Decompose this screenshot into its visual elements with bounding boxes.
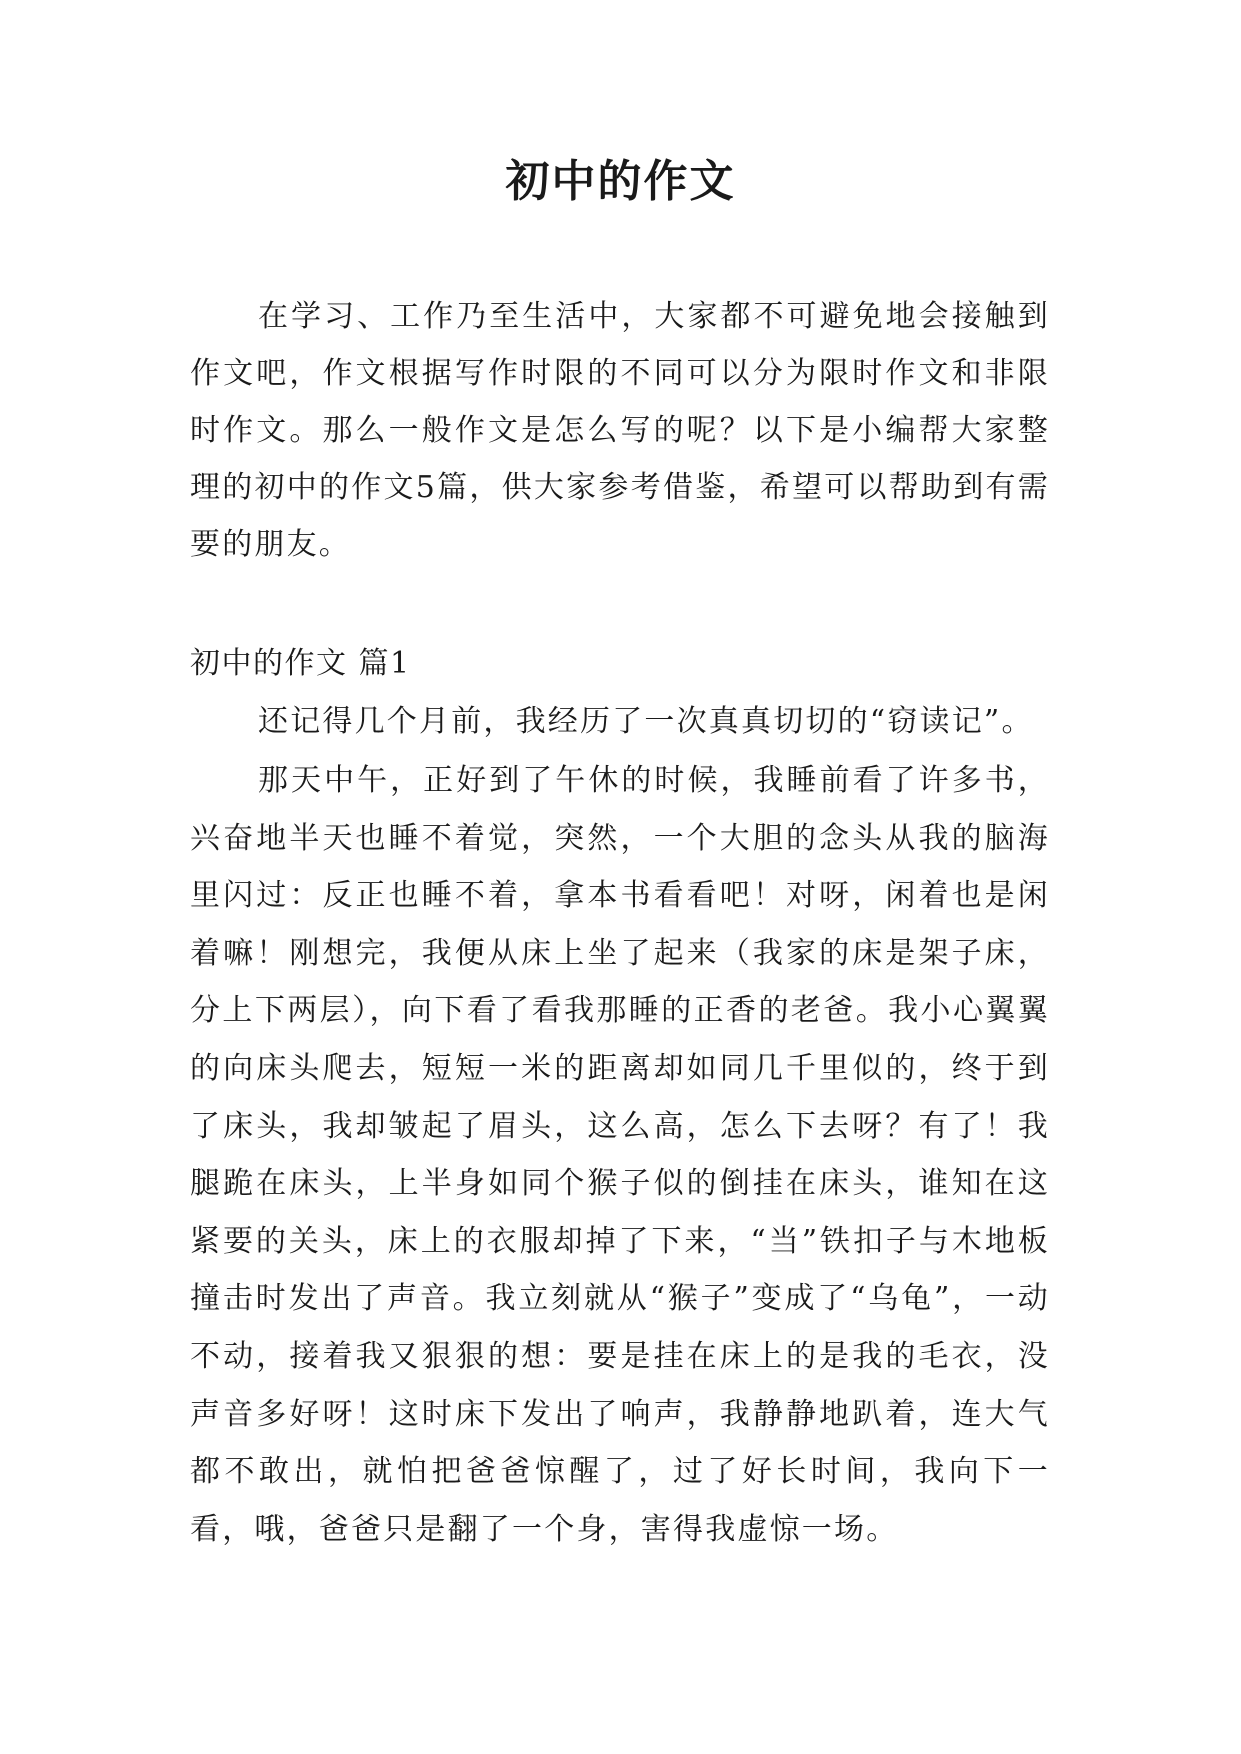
section-paragraph: 还记得几个月前，我经历了一次真真切切的“窃读记”。: [258, 704, 1034, 739]
section-paragraph: 那天中午，正好到了午休的时候，我睡前看了许多书，兴奋地半天也睡不着觉，突然，一个大胆的念头从我的脑海里闪过：反正也睡不着，拿本书看看吧！对呀，闲着也是闲着嘛！刚想完，我便从床上坐了起来（我家的床是架子床，分上下两层），向下看了看我那睡的正香的老爸。我小心翼翼的向床头爬去，短短一米的距离却如同几千里似的，终于到了床头，我却皱起了眉头，这么高，怎么下去呀？有了！我腿跪在床头，上半身如同个猴子似的倒挂在床头，谁知在这紧要的关头，床上的衣服却掉了下来，“当”铁扣子与木地板撞击时发出了声音。我立刻就从“猴子”变成了“乌龟”，一动不动，接着我又狠狠的想：要是挂在床上的是我的毛衣，没声音多好呀！这时床下发出了响声，我静静地趴着，连大气都不敢出，就怕把爸爸惊醒了，过了好长时间，我向下一看，哦，爸爸只是翻了一个身，害得我虚惊一场。: [190, 763, 1050, 1547]
document-title: 初中的作文: [505, 156, 736, 207]
section-heading: 初中的作文 篇1: [190, 646, 411, 681]
intro-paragraph: 在学习、工作乃至生活中，大家都不可避免地会接触到作文吧，作文根据写作时限的不同可以分为限时作文和非限时作文。那么一般作文是怎么写的呢？以下是小编帮大家整理的初中的作文5篇，供大家参考借鉴，希望可以帮助到有需要的朋友。: [190, 299, 1050, 562]
